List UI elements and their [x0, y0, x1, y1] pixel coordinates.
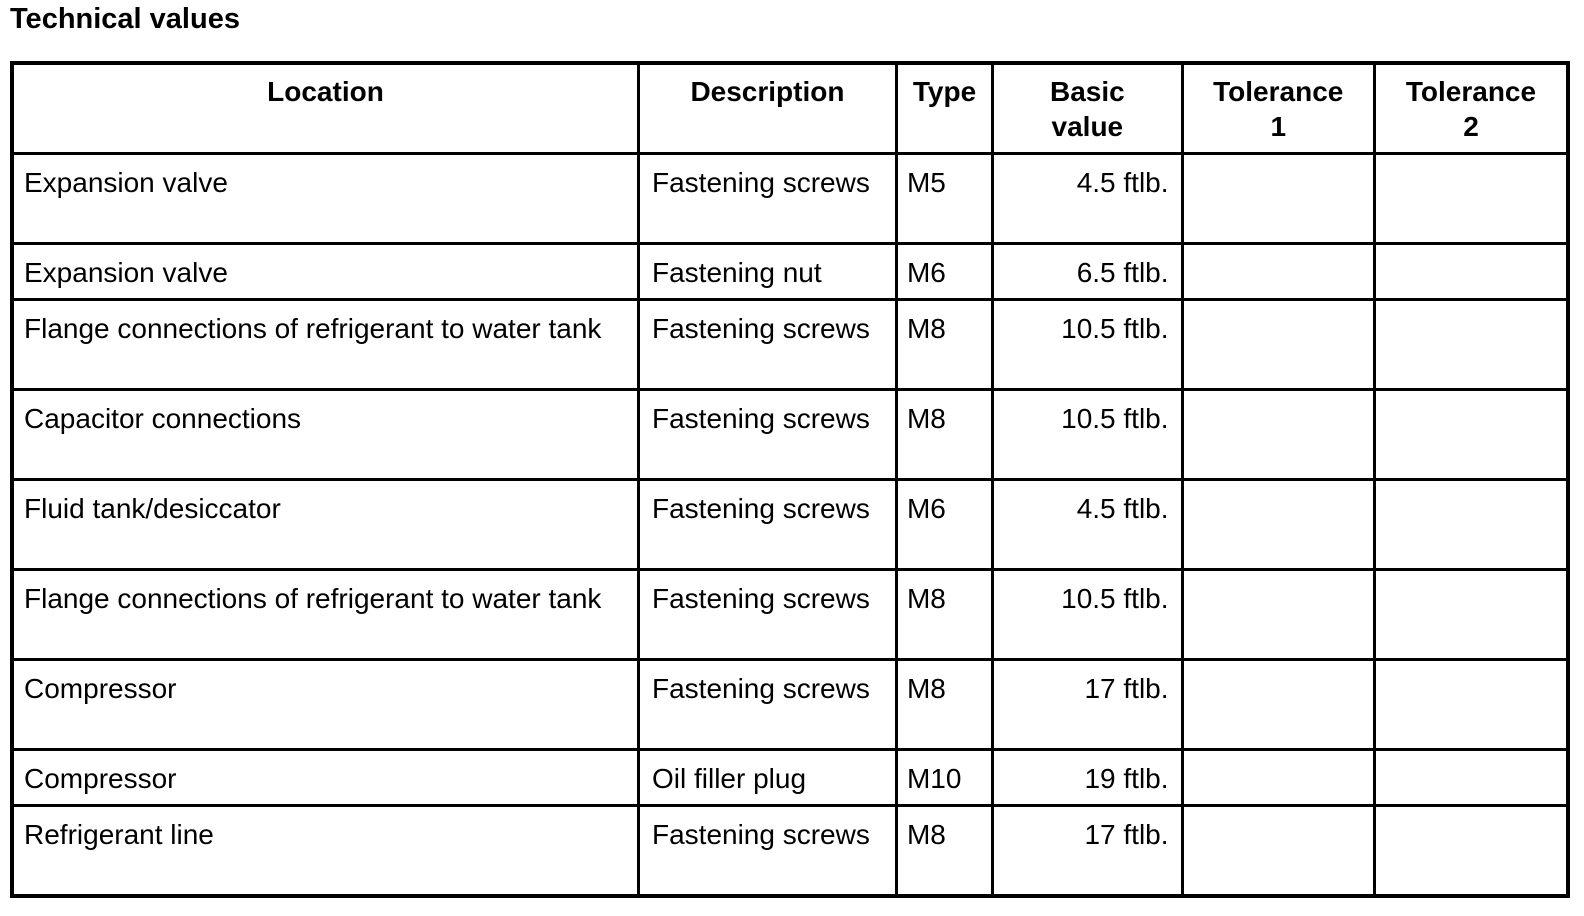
column-header-description: Description — [638, 63, 896, 154]
cell-tolerance-1 — [1182, 750, 1374, 806]
cell-location: Refrigerant line — [12, 806, 638, 897]
cell-description: Fastening screws — [638, 154, 896, 244]
cell-location: Fluid tank/desiccator — [12, 480, 638, 570]
cell-type: M8 — [896, 300, 992, 390]
column-header-tolerance-1-line2: 1 — [1270, 111, 1287, 142]
cell-description: Fastening screws — [638, 806, 896, 897]
table-row — [12, 750, 1568, 806]
cell-description: Oil filler plug — [638, 750, 896, 806]
cell-location: Compressor — [12, 660, 638, 750]
table-header-row — [12, 63, 1568, 154]
cell-basic-value: 6.5 ftlb. — [993, 244, 1182, 300]
cell-location: Expansion valve — [12, 244, 638, 300]
cell-description: Fastening nut — [638, 244, 896, 300]
table-row — [12, 660, 1568, 750]
cell-tolerance-1 — [1182, 244, 1374, 300]
cell-tolerance-2 — [1374, 390, 1568, 480]
cell-description: Fastening screws — [638, 570, 896, 660]
column-header-location: Location — [12, 63, 638, 154]
table-row — [12, 300, 1568, 390]
cell-basic-value: 4.5 ftlb. — [993, 480, 1182, 570]
cell-type: M8 — [896, 390, 992, 480]
cell-tolerance-1 — [1182, 570, 1374, 660]
column-header-tolerance-2-line2: 2 — [1463, 111, 1479, 142]
cell-basic-value: 10.5 ftlb. — [993, 570, 1182, 660]
column-header-basic-value — [993, 63, 1182, 154]
cell-type: M6 — [896, 244, 992, 300]
cell-tolerance-1 — [1182, 806, 1374, 897]
cell-tolerance-1 — [1182, 660, 1374, 750]
cell-tolerance-2 — [1374, 750, 1568, 806]
cell-tolerance-2 — [1374, 244, 1568, 300]
cell-tolerance-2 — [1374, 660, 1568, 750]
cell-basic-value: 10.5 ftlb. — [993, 390, 1182, 480]
cell-type: M5 — [896, 154, 992, 244]
cell-tolerance-1 — [1182, 154, 1374, 244]
cell-tolerance-1 — [1182, 480, 1374, 570]
cell-type: M8 — [896, 806, 992, 897]
cell-basic-value: 10.5 ftlb. — [993, 300, 1182, 390]
column-header-basic-value-line2: value — [1051, 111, 1124, 142]
cell-tolerance-2 — [1374, 480, 1568, 570]
column-header-tolerance-2-line1: Tolerance — [1405, 76, 1537, 107]
cell-description: Fastening screws — [638, 390, 896, 480]
column-header-tolerance-2 — [1374, 63, 1568, 154]
technical-values-table — [10, 61, 1570, 898]
column-header-type: Type — [896, 63, 992, 154]
cell-type: M8 — [896, 660, 992, 750]
cell-location: Flange connections of refrigerant to water tank — [12, 570, 638, 660]
cell-description: Fastening screws — [638, 300, 896, 390]
cell-tolerance-1 — [1182, 390, 1374, 480]
cell-location: Capacitor connections — [12, 390, 638, 480]
cell-tolerance-1 — [1182, 300, 1374, 390]
page-title: Technical values — [10, 3, 240, 35]
table-row — [12, 244, 1568, 300]
cell-basic-value: 17 ftlb. — [993, 806, 1182, 897]
table-row — [12, 154, 1568, 244]
cell-tolerance-2 — [1374, 300, 1568, 390]
table-row — [12, 480, 1568, 570]
cell-location: Compressor — [12, 750, 638, 806]
cell-description: Fastening screws — [638, 660, 896, 750]
cell-location: Flange connections of refrigerant to water tank — [12, 300, 638, 390]
column-header-tolerance-1-line1: Tolerance — [1213, 76, 1344, 107]
cell-basic-value: 19 ftlb. — [993, 750, 1182, 806]
cell-basic-value: 4.5 ftlb. — [993, 154, 1182, 244]
column-header-basic-value-line1: Basic — [1049, 76, 1125, 107]
cell-description: Fastening screws — [638, 480, 896, 570]
table-row — [12, 390, 1568, 480]
table-row — [12, 570, 1568, 660]
cell-type: M8 — [896, 570, 992, 660]
cell-basic-value: 17 ftlb. — [993, 660, 1182, 750]
table-row — [12, 806, 1568, 897]
cell-type: M6 — [896, 480, 992, 570]
cell-type: M10 — [896, 750, 992, 806]
cell-tolerance-2 — [1374, 570, 1568, 660]
cell-location: Expansion valve — [12, 154, 638, 244]
cell-tolerance-2 — [1374, 806, 1568, 897]
cell-tolerance-2 — [1374, 154, 1568, 244]
column-header-tolerance-1 — [1182, 63, 1374, 154]
